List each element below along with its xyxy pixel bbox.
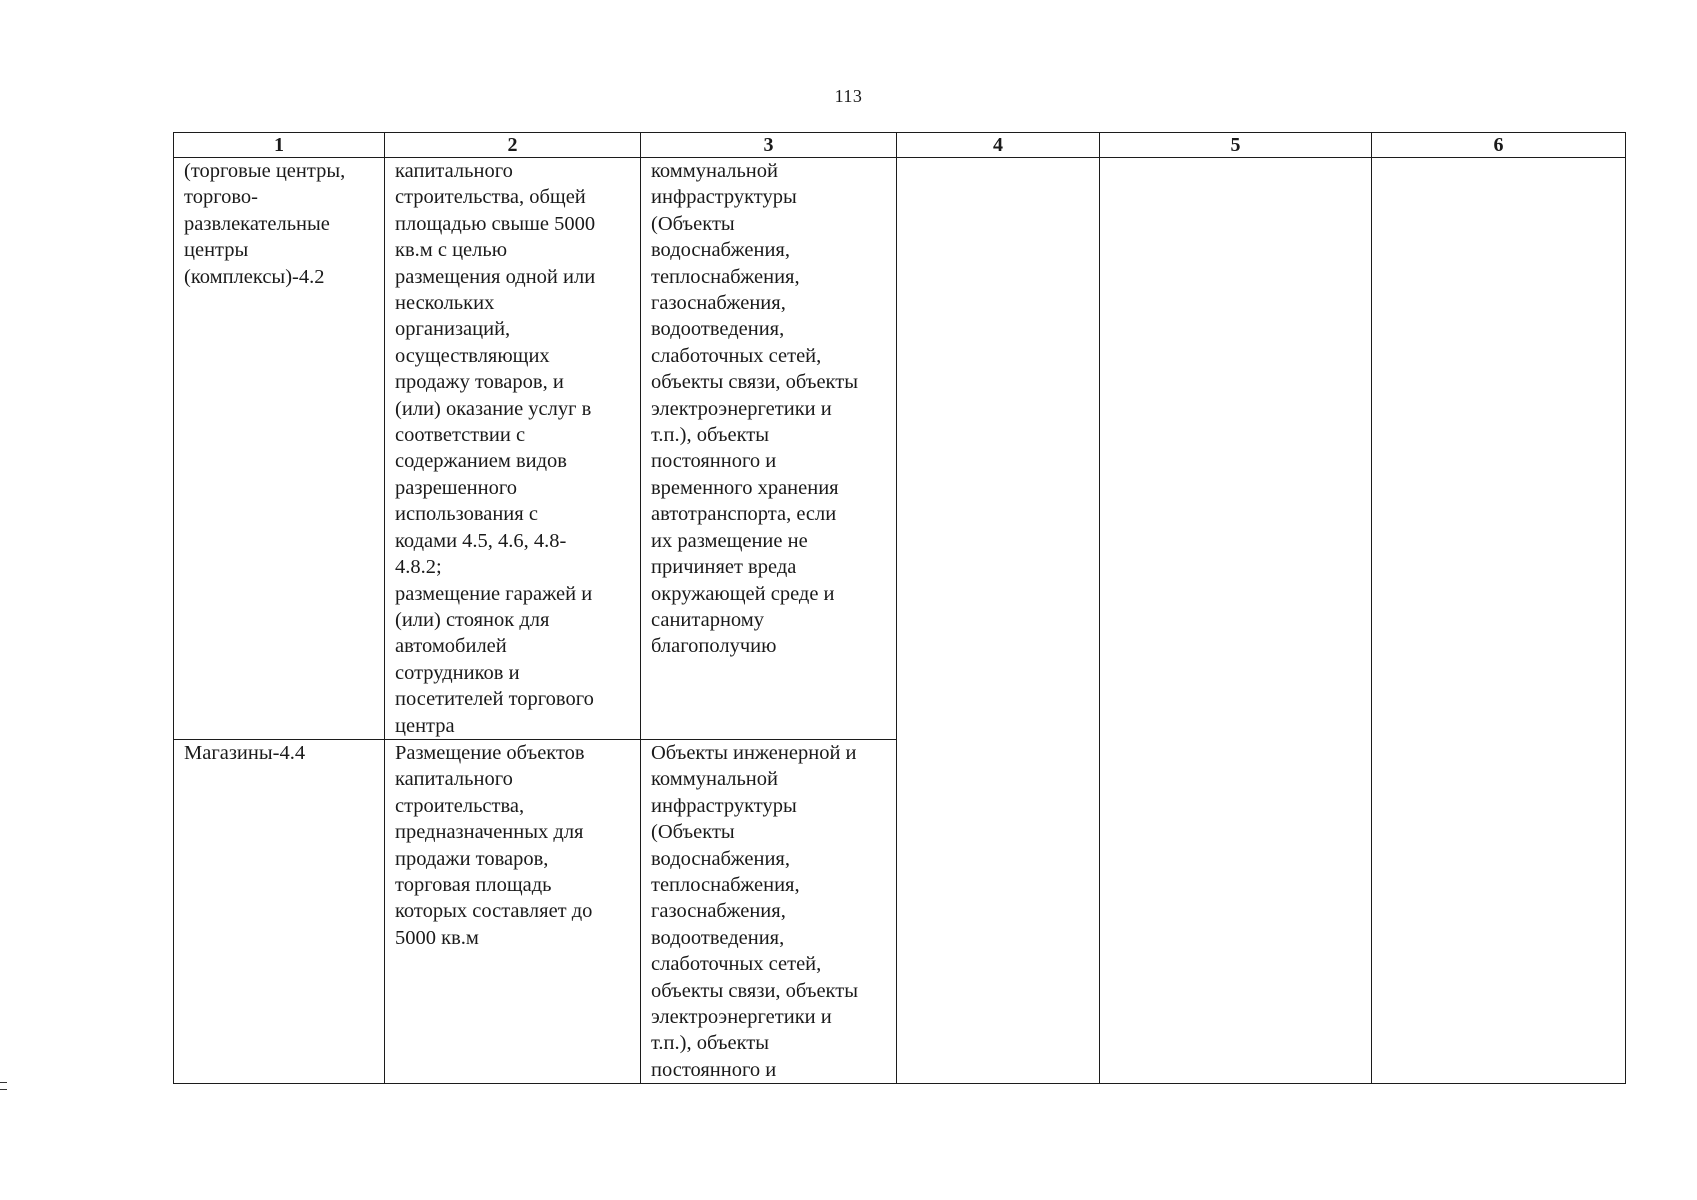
- use-type-cell: (торговые центры, торгово- развлекательные центры (комплексы)-4.2: [174, 158, 385, 740]
- column-header-1: 1: [174, 133, 385, 158]
- table-row: [174, 158, 1626, 740]
- use-type-cell: Магазины-4.4: [174, 739, 385, 1083]
- land-use-table: [173, 132, 1626, 1084]
- column-6-cell: [1372, 158, 1626, 1084]
- column-header-3: 3: [641, 133, 897, 158]
- column-5-cell: [1100, 158, 1372, 1084]
- column-header-5: 5: [1100, 133, 1372, 158]
- scan-edge-mark: [0, 1082, 7, 1090]
- column-header-6: 6: [1372, 133, 1626, 158]
- column-4-cell: [897, 158, 1100, 1084]
- auxiliary-objects-cell: Объекты инженерной и коммунальной инфраструктуры (Объекты водоснабжения, теплоснабжения, газоснабжения, водоотведения, слаботочных сетей, объекты связи, объекты электроэнергетики и т.п.), объекты постоянного и: [641, 739, 897, 1083]
- column-header-2: 2: [385, 133, 641, 158]
- use-description-cell: капитального строительства, общей площадью свыше 5000 кв.м с целью размещения одной или нескольких организаций, осуществляющих продажу товаров, и (или) оказание услуг в соответствии с содержанием видов разрешенного использования с кодами 4.5, 4.6, 4.8- 4.8.2; размещение гаражей и (или) стоянок для автомобилей сотрудников и посетителей торгового центра: [385, 158, 641, 740]
- column-header-4: 4: [897, 133, 1100, 158]
- auxiliary-objects-cell: коммунальной инфраструктуры (Объекты водоснабжения, теплоснабжения, газоснабжения, водоотведения, слаботочных сетей, объекты связи, объекты электроэнергетики и т.п.), объекты постоянного и временного хранения автотранспорта, если их размещение не причиняет вреда окружающей среде и санитарному благополучию: [641, 158, 897, 740]
- page-number: 113: [834, 86, 863, 106]
- table-header-row: [174, 133, 1626, 158]
- use-description-cell: Размещение объектов капитального строительства, предназначенных для продажи товаров, торговая площадь которых составляет до 5000 кв.м: [385, 739, 641, 1083]
